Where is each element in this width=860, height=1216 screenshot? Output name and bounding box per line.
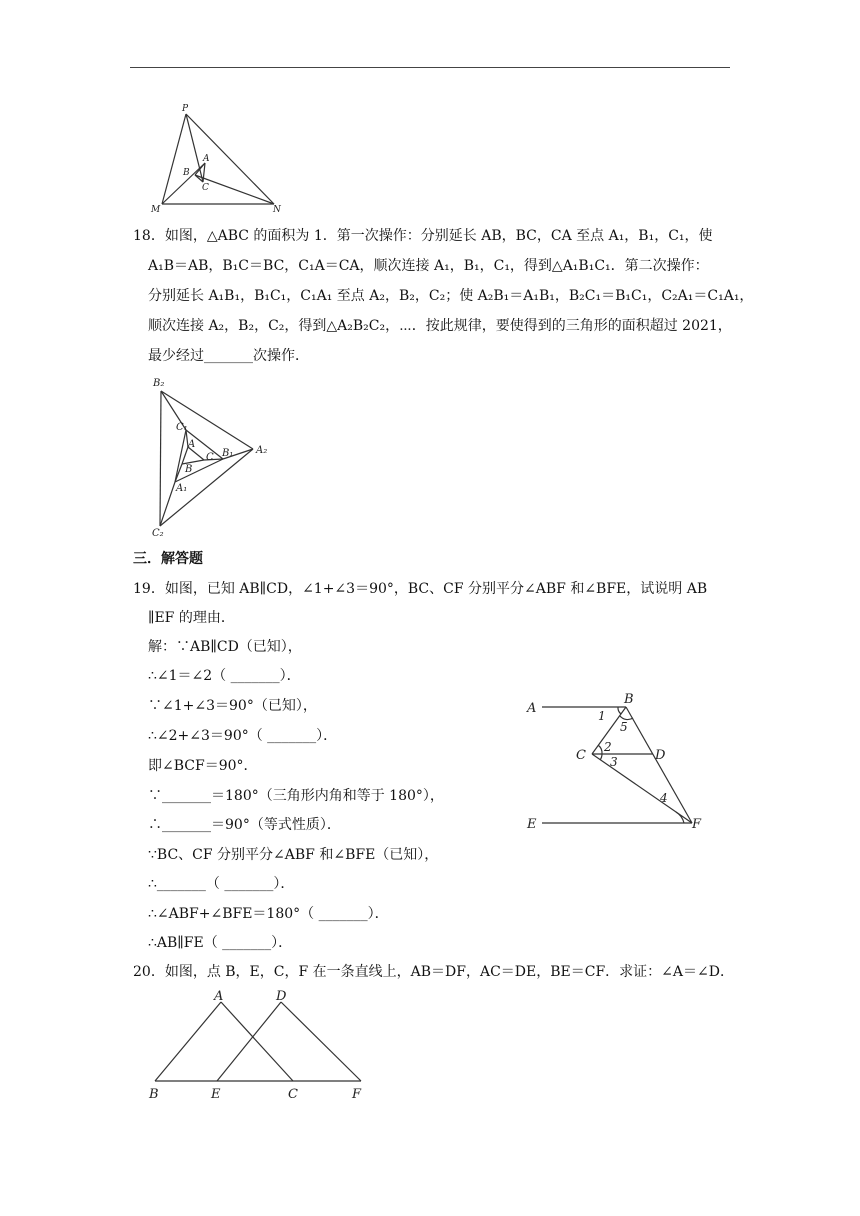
label-angle-2: 2 xyxy=(604,740,612,754)
label-M: M xyxy=(151,205,161,215)
label-C: C xyxy=(206,452,214,463)
label-angle-4: 4 xyxy=(660,791,668,805)
label-B2: B₂ xyxy=(153,378,165,389)
label-C: C xyxy=(202,183,209,193)
figure-q17 xyxy=(145,100,295,215)
label-angle-5: 5 xyxy=(620,720,628,734)
section-title: 三．解答题 xyxy=(133,551,203,567)
label-A: A xyxy=(527,701,537,716)
label-N: N xyxy=(273,205,281,215)
q18-line-5: 最少经过_______次操作． xyxy=(148,348,309,364)
label-A: A xyxy=(203,154,210,164)
q19-line-3: 解：∵AB∥CD（已知）， xyxy=(148,639,302,655)
figure-q20 xyxy=(145,988,375,1103)
label-E: E xyxy=(527,817,537,832)
label-E: E xyxy=(211,1087,221,1102)
label-B1: B₁ xyxy=(222,448,234,459)
figure-q19 xyxy=(522,688,712,833)
label-C1: C₁ xyxy=(176,422,188,433)
label-F: F xyxy=(692,817,702,832)
label-A: A xyxy=(214,989,224,1004)
label-angle-3: 3 xyxy=(610,755,618,769)
label-P: P xyxy=(182,104,189,114)
q18-line-4: 顺次连接 A₂，B₂，C₂，得到△A₂B₂C₂，⋯．按此规律，要使得到的三角形的面积超过 2021， xyxy=(148,318,732,334)
label-B: B xyxy=(149,1087,159,1102)
label-angle-1: 1 xyxy=(598,709,606,723)
q18-line-2: A₁B＝AB，B₁C＝BC，C₁A＝CA，顺次连接 A₁，B₁，C₁，得到△A₁B₁C₁．第二次操作： xyxy=(148,258,709,274)
label-B: B xyxy=(624,692,634,707)
label-C2: C₂ xyxy=(152,528,164,539)
q20-line-1: 20．如图，点 B，E，C，F 在一条直线上，AB＝DF，AC＝DE，BE＝CF．求证：∠A＝∠D． xyxy=(133,964,734,980)
q19-line-4: ∴∠1＝∠2（ _______）． xyxy=(148,668,301,684)
label-C: C xyxy=(576,748,586,763)
q18-line-3: 分别延长 A₁B₁，B₁C₁，C₁A₁ 至点 A₂，B₂，C₂；使 A₂B₁＝A₁B₁，B₂C₁＝B₁C₁，C₂A₁＝C₁A₁， xyxy=(148,288,754,304)
label-A1: A₁ xyxy=(176,483,188,494)
q19-line-11: ∴_______（ _______）． xyxy=(148,876,295,892)
q19-line-5: ∵∠1+∠3＝90°（已知）， xyxy=(148,698,317,714)
label-C: C xyxy=(288,1087,298,1102)
label-D: D xyxy=(276,989,287,1004)
q19-line-9: ∴_______＝90°（等式性质）． xyxy=(148,817,341,833)
label-F: F xyxy=(352,1087,362,1102)
label-A: A xyxy=(188,439,196,450)
q19-line-10: ∵BC、CF 分别平分∠ABF 和∠BFE（已知）， xyxy=(148,847,439,863)
q19-line-12: ∴∠ABF+∠BFE＝180°（ _______）． xyxy=(148,906,389,922)
q19-line-8: ∵_______＝180°（三角形内角和等于 180°）， xyxy=(148,788,444,804)
label-B: B xyxy=(183,168,190,178)
q19-line-1: 19．如图，已知 AB∥CD，∠1+∠3＝90°，BC、CF 分别平分∠ABF 和∠BFE，试说明 AB xyxy=(133,581,708,597)
label-A2: A₂ xyxy=(256,445,268,456)
label-B: B xyxy=(185,464,193,475)
label-D: D xyxy=(655,748,666,763)
header-rule xyxy=(130,67,730,68)
q19-line-13: ∴AB∥FE（ _______）． xyxy=(148,935,293,951)
q18-line-1: 18．如图，△ABC 的面积为 1．第一次操作：分别延长 AB，BC，CA 至点 A₁，B₁，C₁，使 xyxy=(133,228,713,244)
q19-line-2: ∥EF 的理由． xyxy=(148,610,235,626)
q19-line-6: ∴∠2+∠3＝90°（ _______）． xyxy=(148,728,338,744)
q19-line-7: 即∠BCF＝90°． xyxy=(148,758,258,774)
figure-q18 xyxy=(148,374,278,539)
